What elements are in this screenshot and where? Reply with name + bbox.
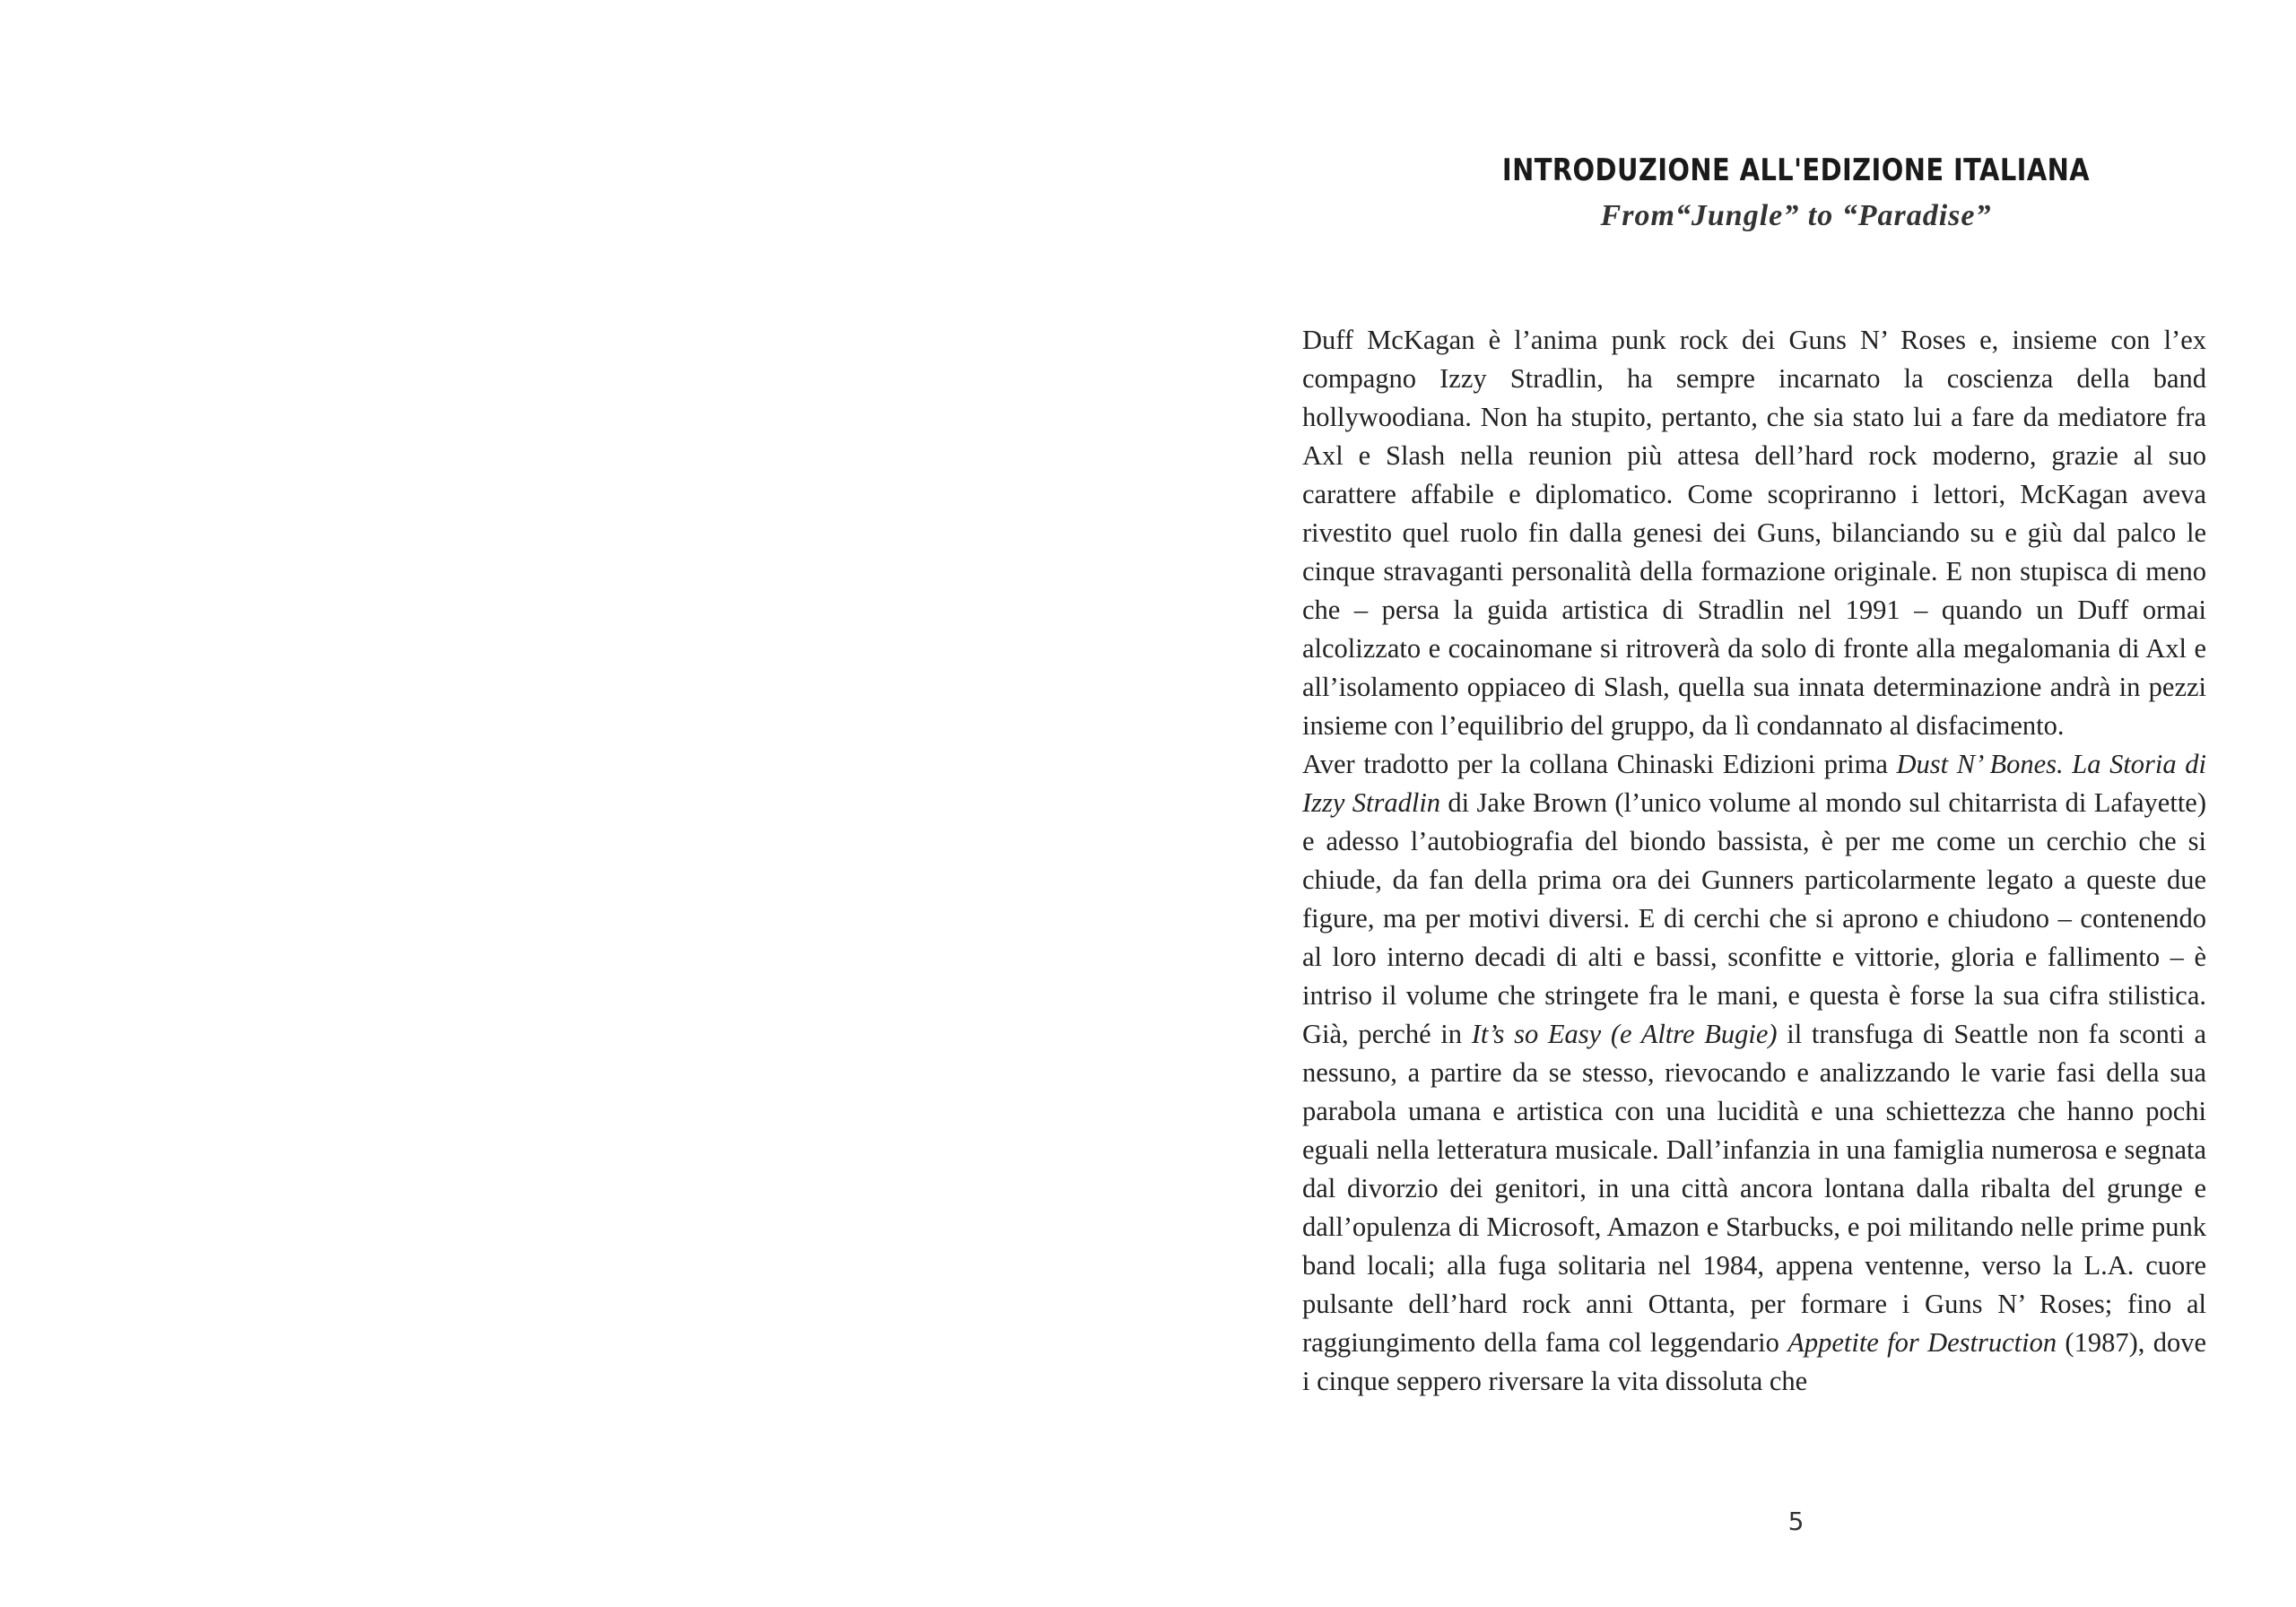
paragraph-text: il transfuga di Seattle non fa sconti a nessuno, a partire da se stesso, rievocando e analizzando le varie fasi della sua parabola umana e artistica con una lucidità e una schiettezza che hanno pochi eguali nella letteratura musicale. Dall’infanzia in una famiglia numerosa e segnata dal divorzio dei genitori, in una città ancora lontana dalla ribalta del grunge e dall’opulenza di Microsoft, Amazon e Starbucks, e poi militando nelle prime punk band locali; alla fuga solitaria nel 1984, appena ventenne, verso la L.A. cuore pulsante dell’hard rock anni Ottanta, per formare i Guns N’ Roses; fino al raggiungimento della fama col leggendario [1302, 1019, 2206, 1358]
page-number: 5 [1787, 1507, 1805, 1536]
paragraph-text: (1987), dove i cinque seppero riversare la vita dissoluta che [1302, 1327, 2206, 1396]
paragraph-text: di Jake Brown (l’unico volume al mondo sul chitarrista di Lafayette) e adesso l’autobiografia del biondo bassista, è per me come un cerchio che si chiude, da fan della prima ora dei Gunners particolarmente legato a queste due figure, ma per motivi diversi. E di cerchi che si aprono e chiudono – contenendo al loro interno decadi di alti e bassi, sconfitte e vittorie, gloria e fallimento – è intriso il volume che stringete fra le mani, e questa è forse la sua cifra stilistica. Già, perché in [1302, 787, 2206, 1049]
body-text [1302, 321, 2206, 1401]
chapter-title: INTRODUZIONE ALL'EDIZIONE ITALIANA [1501, 152, 2091, 188]
paragraph [1302, 745, 2206, 1401]
paragraph-text: Aver tradotto per la collana Chinaski Edizioni prima [1302, 749, 1897, 779]
chapter-subtitle: From“Jungle” to “Paradise” [1600, 199, 1992, 232]
right-page [1148, 0, 2296, 1607]
paragraph-text: Duff McKagan è l’anima punk rock dei Guns N’ Roses e, insieme con l’ex compagno Izzy Stradlin, ha sempre incarnato la coscienza della band hollywoodiana. Non ha stupito, pertanto, che sia stato lui a fare da mediatore fra Axl e Slash nella reunion più attesa dell’hard rock moderno, grazie al suo carattere affabile e diplomatico. Come scopriranno i lettori, McKagan aveva rivestito quel ruolo fin dalla genesi dei Guns, bilanciando su e giù dal palco le cinque stravaganti personalità della formazione originale. E non stupisca di meno che – persa la guida artistica di Stradlin nel 1991 – quando un Duff ormai alcolizzato e cocainomane si ritroverà da solo di fronte alla megalomania di Axl e all’isolamento oppiaceo di Slash, quella sua innata determinazione andrà in pezzi insieme con l’equilibrio del gruppo, da lì condannato al disfacimento. [1302, 325, 2206, 741]
italic-title-text: It’s so Easy (e Altre Bugie) [1471, 1019, 1778, 1049]
paragraph [1302, 321, 2206, 745]
italic-title-text: Dust N’ Bones. La Storia di Izzy Stradlin [1302, 749, 2206, 818]
italic-title-text: Appetite for Destruction [1787, 1327, 2057, 1358]
